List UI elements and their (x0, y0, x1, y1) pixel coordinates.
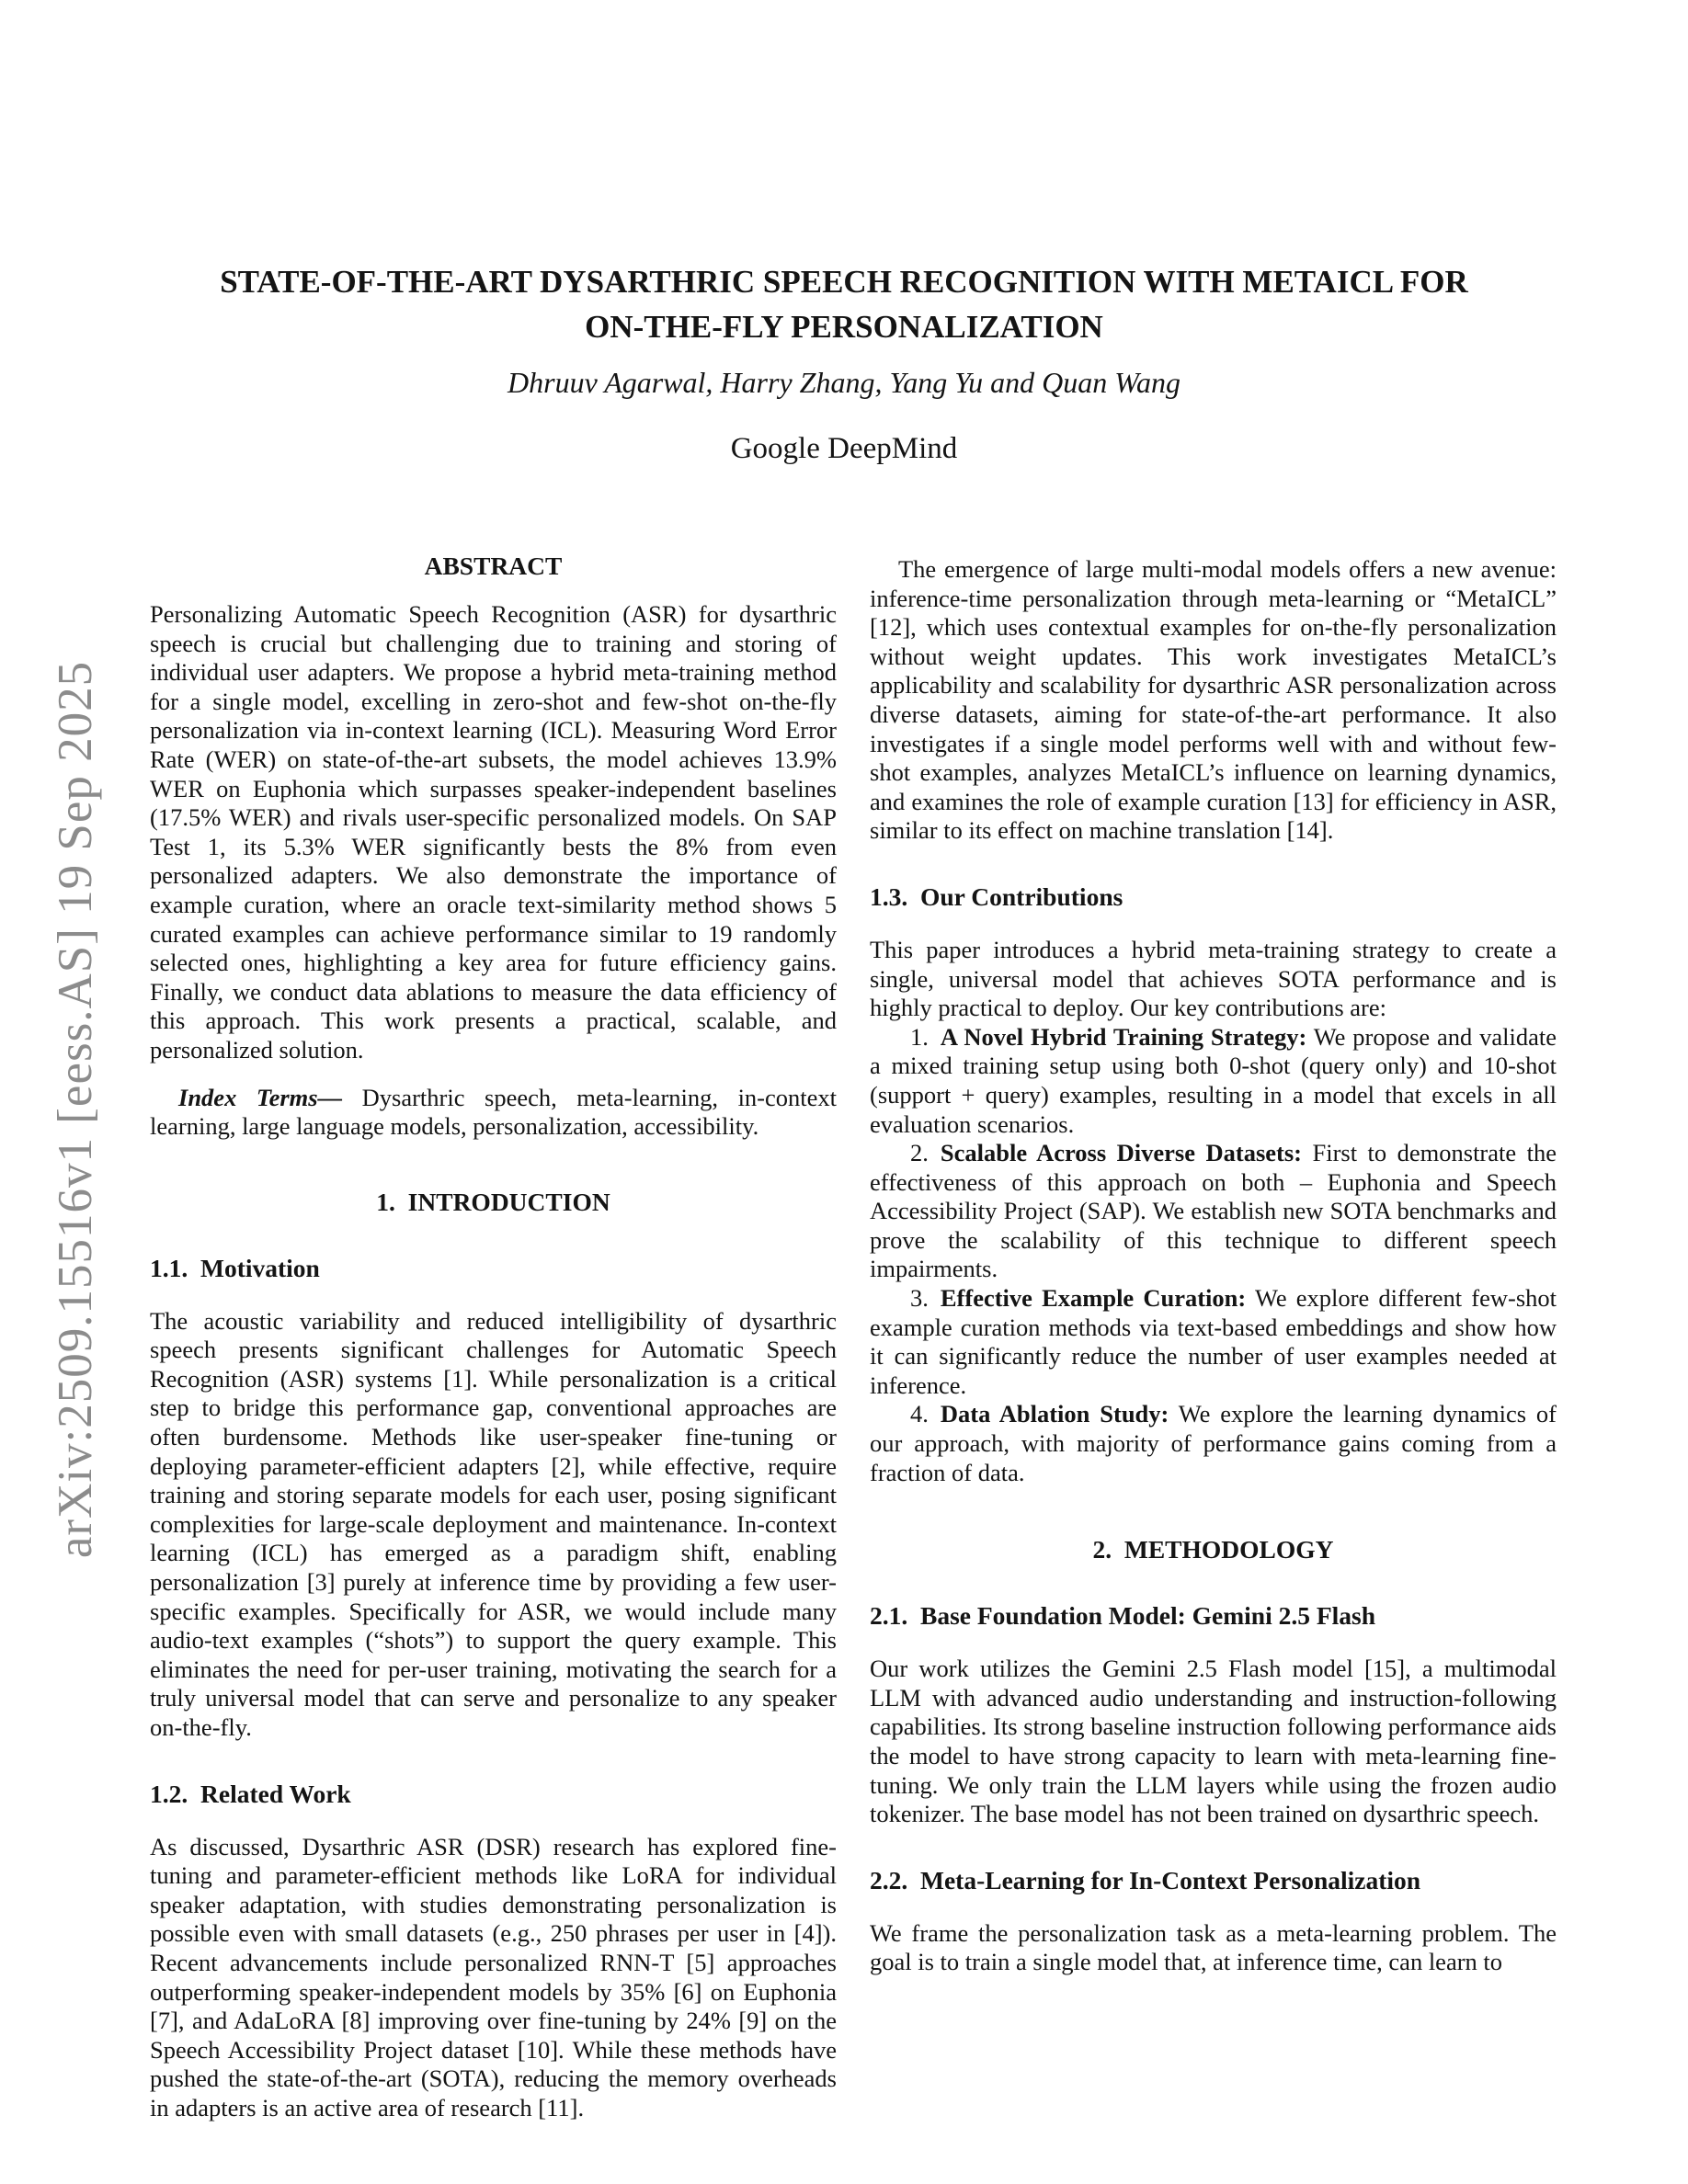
paper-title-line1: STATE-OF-THE-ART DYSARTHRIC SPEECH RECOGNITION WITH METAICL FOR (220, 264, 1468, 300)
meta-learning-text: We frame the personalization task as a meta-learning problem. The goal is to train a single model that, at inference time, can learn to (870, 1918, 1557, 1976)
contribution-2-title: Scalable Across Diverse Datasets: (940, 1139, 1302, 1167)
index-terms-text: Dysarthric speech, meta-learning, in-context learning, large language models, personalization, accessibility. (150, 1083, 838, 1141)
contribution-3-number: 3. (910, 1284, 929, 1313)
contribution-4-text: We explore the learning dynamics of our approach, with majority of performance gains coming from a fraction of data. (870, 1400, 1557, 1486)
contribution-1-title: A Novel Hybrid Training Strategy: (940, 1022, 1307, 1051)
section-1-3-heading: 1.3. Our Contributions (870, 882, 1123, 911)
metaicl-overview-text: The emergence of large multi-modal models offers a new avenue: inference-time personalization through meta-learning or “MetaICL” [12], which uses contextual examples for on-the-fly personalization without weight updates. This work investigates MetaICL’s applicability and scalability for dysarthric ASR personalization across diverse datasets, aiming for state-of-the-art performance. It also investigates if a single model performs well with and without few-shot examples, analyzes MetaICL’s influence on learning dynamics, and examines the role of example curation [13] for efficiency in ASR, similar to its effect on machine translation [14]. (870, 555, 1557, 845)
motivation-text: The acoustic variability and reduced intelligibility of dysarthric speech presents significant challenges for Automatic Speech Recognition (ASR) systems [1]. While personalization is a critical step to bridge this performance gap, conventional approaches are often burdensome. Methods like user-speaker fine-tuning or deploying parameter-efficient adapters [2], while effective, require training and storing separate models for each user, posing significant complexities for large-scale deployment and maintenance. In-context learning (ICL) has emerged as a paradigm shift, enabling personalization [3] purely at inference time by providing a few user-specific examples. Specifically for ASR, we would include many audio-text examples (“shots”) to support the query example. This eliminates the need for per-user training, motivating the search for a truly universal model that can serve and personalize to any speaker on-the-fly. (150, 1306, 837, 1741)
contribution-item-2 (870, 1139, 1557, 1284)
paper-title-line2: ON-THE-FLY PERSONALIZATION (585, 309, 1103, 345)
contribution-1-text: We propose and validate a mixed training setup using both 0-shot (query only) and 10-shot (support + query) examples, resulting in a model that excels in all evaluation scenarios. (870, 1022, 1557, 1138)
contributions-intro: This paper introduces a hybrid meta-training strategy to create a single, universal model that achieves SOTA performance and is highly practical to deploy. Our key contributions are: (870, 935, 1557, 1022)
contribution-1-number: 1. (910, 1022, 929, 1051)
base-model-text: Our work utilizes the Gemini 2.5 Flash model [15], a multimodal LLM with advanced audio understanding and instruction-following capabilities. Its strong baseline instruction following performance aids the model to have strong capacity to learn with meta-learning fine-tuning. We only train the LLM layers while using the frozen audio tokenizer. The base model has not been trained on dysarthric speech. (870, 1655, 1557, 1828)
index-terms (150, 1084, 837, 1142)
right-column (870, 544, 1557, 2123)
paper-affiliation: Google DeepMind (730, 432, 958, 465)
contribution-item-3 (870, 1284, 1557, 1400)
abstract-text: Personalizing Automatic Speech Recognition (ASR) for dysarthric speech is crucial but challenging due to training and storing of individual user adapters. We propose a hybrid meta-training method for a single model, excelling in zero-shot and few-shot on-the-fly personalization via in-context learning (ICL). Measuring Word Error Rate (WER) on state-of-the-art subsets, the model achieves 13.9% WER on Euphonia which surpasses speaker-independent baselines (17.5% WER) and rivals user-specific personalized models. On SAP Test 1, its 5.3% WER significantly bests the 8% from even personalized adapters. We also demonstrate the importance of example curation, where an oracle text-similarity method shows 5 curated examples can achieve performance similar to 19 randomly selected ones, highlighting a key area for future efficiency gains. Finally, we conduct data ablations to measure the data efficiency of this approach. This work presents a practical, scalable, and personalized solution. (150, 600, 837, 1064)
contribution-3-title: Effective Example Curation: (940, 1284, 1247, 1313)
section-2-heading: 2. METHODOLOGY (1092, 1535, 1334, 1564)
section-2-1-heading: 2.1. Base Foundation Model: Gemini 2.5 Flash (870, 1601, 1376, 1631)
two-column-body (150, 544, 1557, 2123)
section-1-heading: 1. INTRODUCTION (376, 1187, 610, 1216)
related-work-text: As discussed, Dysarthric ASR (DSR) research has explored fine-tuning and parameter-efficient methods like LoRA for individual speaker adaptation, with studies demonstrating personalization is possible even with small datasets (e.g., 250 phrases per user in [4]). Recent advancements include personalized RNN-T [5] approaches outperforming speaker-independent models by 35% [6] on Euphonia [7], and AdaLoRA [8] improving over fine-tuning by 24% [9] on the Speech Accessibility Project dataset [10]. While these methods have pushed the state-of-the-art (SOTA), reducing the memory overheads in adapters is an active area of research [11]. (150, 1832, 837, 2121)
contribution-4-number: 4. (910, 1400, 929, 1428)
arxiv-watermark: arXiv:2509.15516v1 [eess.AS] 19 Sep 2025 (49, 660, 102, 1559)
contribution-item-1 (870, 1023, 1557, 1139)
paper-authors: Dhruuv Agarwal, Harry Zhang, Yang Yu and Quan Wang (508, 366, 1180, 399)
left-column (150, 544, 837, 2123)
contribution-2-text: First to demonstrate the effectiveness of this approach on both – Euphonia and Speech Accessibility Project (SAP). We establish new SOTA benchmarks and prove the scalability of this technique to different speech impairments. (870, 1139, 1557, 1283)
abstract-heading: ABSTRACT (424, 552, 563, 580)
section-1-1-heading: 1.1. Motivation (150, 1253, 320, 1282)
contribution-3-text: We explore different few-shot example curation methods via text-based embeddings and show how it can significantly reduce the number of user examples needed at inference. (870, 1284, 1557, 1399)
contribution-item-4 (870, 1400, 1557, 1487)
paper-title (108, 259, 1580, 349)
section-2-2-heading: 2.2. Meta-Learning for In-Context Personalization (870, 1865, 1421, 1894)
index-terms-label: Index Terms— (178, 1083, 343, 1111)
contribution-2-number: 2. (910, 1139, 929, 1167)
section-1-2-heading: 1.2. Related Work (150, 1779, 351, 1808)
contribution-4-title: Data Ablation Study: (940, 1400, 1169, 1428)
